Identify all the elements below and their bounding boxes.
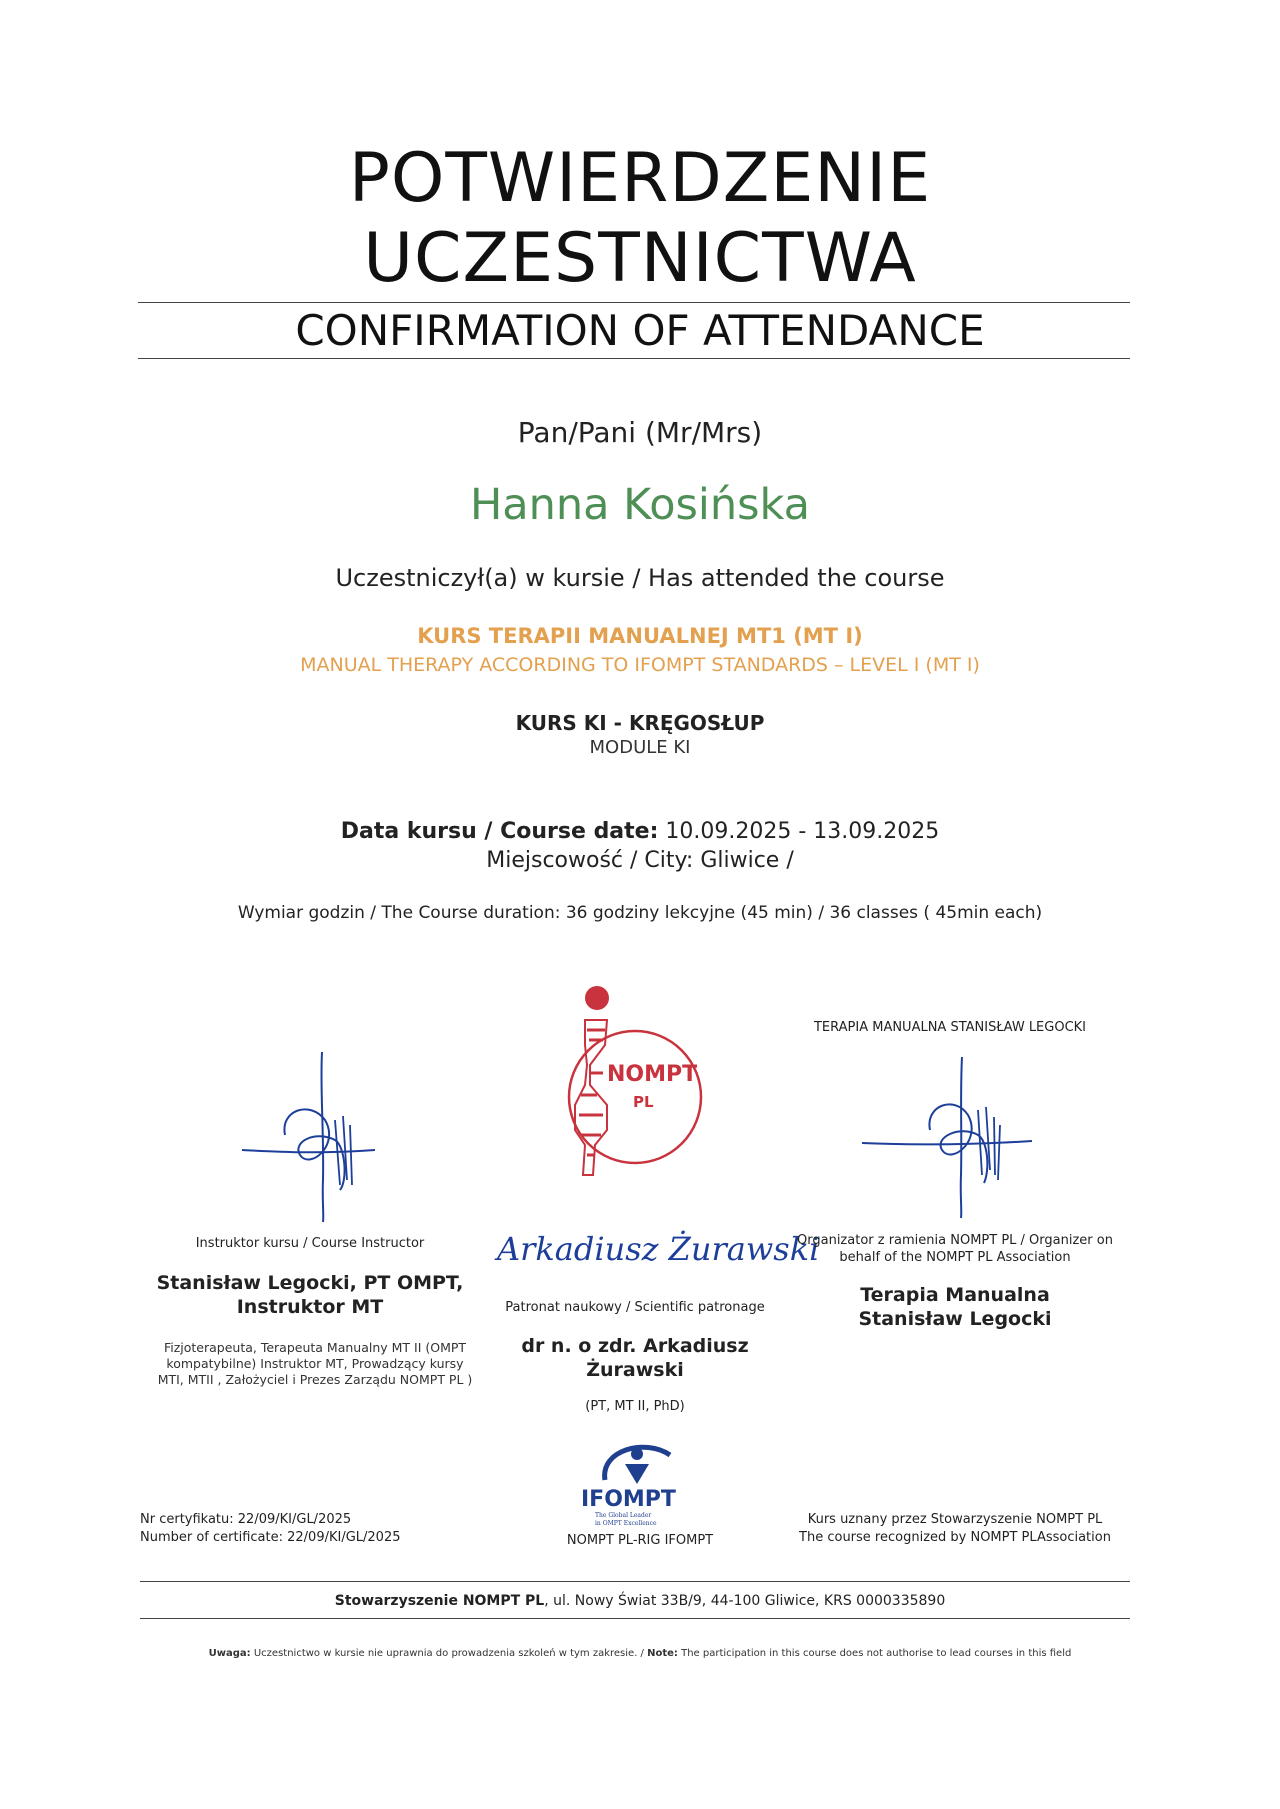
- patron-credentials: (PT, MT II, PhD): [585, 1399, 685, 1414]
- header-rule-bottom: [138, 358, 1130, 359]
- organizer-signature: [860, 1055, 1035, 1220]
- instructor-name-line1: Stanisław Legocki, PT OMPT,: [156, 1272, 464, 1294]
- organizer-name-line1: Terapia Manualna: [860, 1284, 1050, 1306]
- nompt-logo-sub: PL: [633, 1093, 654, 1111]
- recipient-name: Hanna Kosińska: [469, 480, 811, 530]
- ifompt-logo: [575, 1440, 695, 1530]
- footer-address: [0, 1593, 1280, 1609]
- organizer-name-line2: Stanisław Legocki: [858, 1308, 1052, 1330]
- course-date-value: 10.09.2025 - 13.09.2025: [665, 819, 940, 844]
- course-date-label: Data kursu / Course date:: [340, 819, 659, 844]
- ifompt-logo-head: [631, 1448, 643, 1460]
- recognition-line1: Kurs uznany przez Stowarzyszenie NOMPT PL: [807, 1512, 1103, 1527]
- patron-signature-text: Arkadiusz Żurawski: [497, 1230, 820, 1268]
- note-text-en: The participation in this course does not authorise to lead courses in this field: [677, 1648, 1072, 1659]
- footer-assoc-name: Stowarzyszenie NOMPT PL: [334, 1593, 545, 1609]
- course-duration: Wymiar godzin / The Course duration: 36 godziny lekcyjne (45 min) / 36 classes ( 45min each): [237, 903, 1043, 923]
- footer-note: [0, 1648, 1280, 1659]
- patron-name-line1: dr n. o zdr. Arkadiusz: [521, 1335, 749, 1357]
- note-text-pl: Uczestnictwo w kursie nie uprawnia do prowadzenia szkoleń w tym zakresie. /: [250, 1648, 648, 1659]
- organizer-role-line1: Organizator z ramienia NOMPT PL / Organizer on: [797, 1233, 1113, 1248]
- patron-name-line2: Żurawski: [586, 1359, 684, 1381]
- course-city: Miejscowość / City: Gliwice /: [486, 848, 794, 873]
- course-date: [0, 819, 1280, 844]
- salutation: Pan/Pani (Mr/Mrs): [517, 416, 763, 449]
- ifompt-logo-body: [625, 1464, 649, 1484]
- instructor-role: Instruktor kursu / Course Instructor: [195, 1236, 425, 1251]
- footer-address-text: , ul. Nowy Świat 33B/9, 44-100 Gliwice, KRS 0000335890: [544, 1593, 946, 1609]
- note-label-en: Note:: [647, 1648, 678, 1659]
- course-title-en: MANUAL THERAPY ACCORDING TO IFOMPT STANDARDS – LEVEL I (MT I): [300, 654, 980, 676]
- organizer-header: TERAPIA MANUALNA STANISŁAW LEGOCKI: [813, 1020, 1087, 1035]
- footer-rule-top: [140, 1581, 1130, 1582]
- note-label-pl: Uwaga:: [208, 1648, 251, 1659]
- nompt-logo: [545, 985, 720, 1185]
- recognition-line2: The course recognized by NOMPT PLAssociation: [799, 1530, 1111, 1545]
- course-title-pl: KURS TERAPII MANUALNEJ MT1 (MT I): [417, 624, 863, 648]
- title-pl-line2: UCZESTNICTWA: [363, 219, 917, 298]
- header-rule-top: [138, 302, 1130, 303]
- ifompt-caption: NOMPT PL-RIG IFOMPT: [566, 1533, 714, 1548]
- certificate-number-pl: Nr certyfikatu: 22/09/KI/GL/2025: [140, 1512, 352, 1527]
- instructor-desc-line3: MTI, MTII , Założyciel i Prezes Zarządu NOMPT PL ): [157, 1372, 473, 1387]
- footer-rule-bottom: [140, 1618, 1130, 1619]
- title-en: CONFIRMATION OF ATTENDANCE: [295, 306, 985, 355]
- module-pl: KURS KI - KRĘGOSŁUP: [515, 711, 765, 735]
- patron-signature: [495, 1218, 820, 1278]
- nompt-logo-dot: [585, 986, 609, 1010]
- instructor-desc-line2: kompatybilne) Instruktor MT, Prowadzący kursy: [166, 1356, 464, 1371]
- certificate-number-en: Number of certificate: 22/09/KI/GL/2025: [140, 1530, 401, 1545]
- nompt-logo-spine: [575, 1020, 607, 1175]
- instructor-name-line2: Instruktor MT: [236, 1296, 384, 1318]
- nompt-logo-text: NOMPT: [607, 1062, 698, 1087]
- attended-text: Uczestniczył(a) w kursie / Has attended the course: [335, 564, 945, 592]
- instructor-desc-line1: Fizjoterapeuta, Terapeuta Manualny MT II (OMPT: [163, 1340, 467, 1355]
- title-pl-line1: POTWIERDZENIE: [348, 139, 932, 218]
- ifompt-logo-tagline2: in OMPT Excellence: [595, 1520, 657, 1527]
- module-en: MODULE KI: [589, 737, 691, 758]
- patron-role: Patronat naukowy / Scientific patronage: [505, 1300, 765, 1315]
- organizer-role-line2: behalf of the NOMPT PL Association: [839, 1250, 1071, 1265]
- ifompt-logo-text: IFOMPT: [581, 1487, 676, 1512]
- ifompt-logo-tagline1: The Global Leader: [595, 1512, 652, 1519]
- instructor-signature: [240, 1050, 380, 1225]
